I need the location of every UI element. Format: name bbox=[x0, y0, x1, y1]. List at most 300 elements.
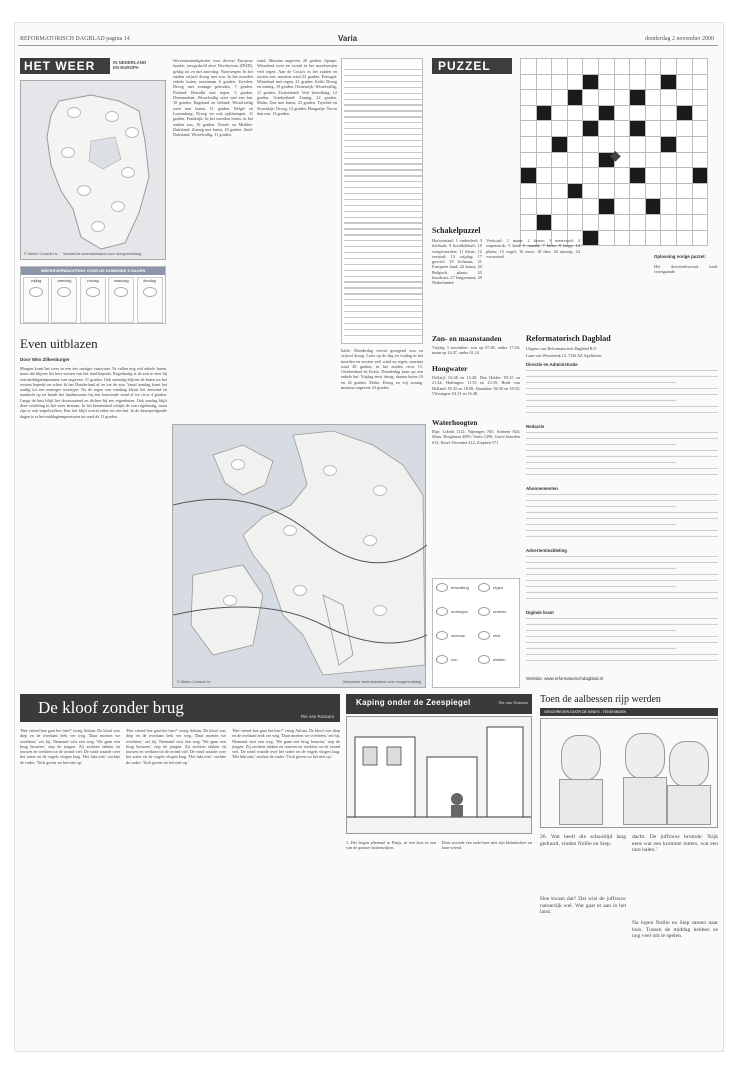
crossword-row bbox=[521, 199, 708, 215]
zon-icon bbox=[436, 655, 448, 664]
temperature-table-row bbox=[344, 311, 422, 312]
crossword-cell[interactable] bbox=[630, 59, 646, 75]
forecast-day-label: vrijdag bbox=[30, 279, 42, 283]
crossword-cell[interactable] bbox=[645, 168, 661, 184]
cloud-icon bbox=[231, 459, 245, 470]
crossword-cell[interactable] bbox=[521, 59, 537, 75]
crossword-cell[interactable] bbox=[583, 152, 599, 168]
legend-label: zon bbox=[451, 657, 458, 662]
comic-dress bbox=[667, 785, 711, 825]
crossword-cell[interactable] bbox=[676, 199, 692, 215]
crossword-cell[interactable] bbox=[661, 121, 677, 137]
crossword-cell[interactable] bbox=[536, 136, 552, 152]
puzzle-solution-note: Het doorsteekwoord luidt: voortgaande bbox=[654, 264, 718, 275]
rain-cloud-icon bbox=[373, 485, 387, 496]
comic-left-col1: 'Hee vriend hoe gaat het hier?' vroeg Adrian. De kloof was diep en de overkant leek ver weg. 'Daar moeten we overheen,' zei hij. Niemand wist een weg. 'We gaan een brug bouwen,' riep de jongen. Zij zochten takken en touwen en werkten tot de avond viel. De wind waaide over het water en de vogels vlogen laag. 'Het lukt niet,' zuchtte de vader. 'Toch geven we het niet op.' bbox=[20, 728, 120, 765]
cloud-sun-icon bbox=[29, 287, 43, 297]
crossword-cell[interactable] bbox=[630, 74, 646, 90]
temperature-table-row bbox=[344, 222, 422, 223]
crossword-cell[interactable] bbox=[536, 90, 552, 106]
temperature-table-row bbox=[344, 299, 422, 300]
crossword-cell[interactable] bbox=[676, 152, 692, 168]
diamond-icon: ◆ bbox=[610, 147, 621, 163]
paper-info-line bbox=[526, 412, 718, 413]
crossword-cell[interactable] bbox=[583, 199, 599, 215]
crossword-cell[interactable] bbox=[630, 136, 646, 152]
paper-info-line bbox=[526, 518, 718, 519]
paper-info-section-title: Directie en Administratie bbox=[526, 362, 578, 367]
crossword-cell[interactable] bbox=[630, 214, 646, 230]
crossword-cell[interactable] bbox=[614, 199, 630, 215]
crossword-cell[interactable] bbox=[692, 199, 708, 215]
crossword-cell[interactable] bbox=[552, 121, 568, 137]
paper-info-line bbox=[526, 624, 718, 625]
crossword-black-cell bbox=[567, 90, 583, 106]
crossword-cell[interactable] bbox=[645, 90, 661, 106]
crossword-black-cell bbox=[583, 121, 599, 137]
crossword-cell[interactable] bbox=[536, 152, 552, 168]
paper-info-line bbox=[526, 598, 718, 599]
paper-info-section-title: Redactie bbox=[526, 424, 545, 429]
forecast-day-label: maandag bbox=[113, 279, 129, 283]
crossword-cell[interactable] bbox=[676, 59, 692, 75]
crossword-cell[interactable] bbox=[521, 214, 537, 230]
crossword-cell[interactable] bbox=[598, 90, 614, 106]
crossword-cell[interactable] bbox=[676, 90, 692, 106]
temperature-table-row bbox=[344, 134, 422, 135]
crossword-cell[interactable] bbox=[692, 59, 708, 75]
temperature-table-row bbox=[344, 193, 422, 194]
temperature-table-row bbox=[344, 146, 422, 147]
crossword-cell[interactable] bbox=[676, 136, 692, 152]
crossword-cell[interactable] bbox=[598, 74, 614, 90]
crossword-row bbox=[521, 183, 708, 199]
crossword-row bbox=[521, 105, 708, 121]
crossword-cell[interactable] bbox=[567, 136, 583, 152]
crossword-row bbox=[521, 121, 708, 137]
cloud-icon bbox=[111, 201, 125, 212]
comic-mid-banner bbox=[346, 694, 532, 714]
crossword-cell[interactable] bbox=[661, 59, 677, 75]
crossword-black-cell bbox=[583, 230, 599, 246]
forecast-day bbox=[137, 277, 163, 323]
forecast-day bbox=[108, 277, 134, 323]
crossword-black-cell bbox=[630, 121, 646, 137]
temperature-table-row bbox=[344, 175, 422, 176]
forecast-day bbox=[23, 277, 49, 323]
crossword-cell[interactable] bbox=[676, 121, 692, 137]
crossword-cell[interactable] bbox=[521, 74, 537, 90]
weather-brand bbox=[20, 58, 110, 74]
puzzle-brand-title: PUZZEL bbox=[438, 59, 491, 73]
paper-info-line bbox=[526, 444, 676, 445]
temperature-table-row bbox=[344, 211, 422, 212]
cloud-sun-icon bbox=[105, 111, 119, 122]
crossword-cell[interactable] bbox=[552, 214, 568, 230]
crossword-cell[interactable] bbox=[567, 199, 583, 215]
crossword-cell[interactable] bbox=[676, 230, 692, 246]
crossword-cell[interactable] bbox=[614, 214, 630, 230]
map-caption: Verwachte weerstoestand voor morgenmiddag bbox=[63, 252, 142, 256]
crossword-black-cell bbox=[661, 136, 677, 152]
crossword-cell[interactable] bbox=[552, 183, 568, 199]
crossword-cell[interactable] bbox=[567, 168, 583, 184]
crossword-cell[interactable] bbox=[583, 183, 599, 199]
crossword-cell[interactable] bbox=[583, 90, 599, 106]
crossword-cell[interactable] bbox=[552, 152, 568, 168]
crossword-black-cell bbox=[552, 136, 568, 152]
onweer-icon bbox=[478, 607, 490, 616]
paper-info-line bbox=[526, 456, 718, 457]
crossword-cell[interactable] bbox=[567, 74, 583, 90]
comic-right-caption3: dacht. De juffrouw bromde: 'Kijk eens wat een kromme lotters, wat een rare halen.' bbox=[632, 834, 718, 854]
crossword-black-cell bbox=[630, 90, 646, 106]
crossword-cell[interactable] bbox=[598, 168, 614, 184]
paper-info-line bbox=[526, 580, 718, 581]
paper-info-line bbox=[526, 506, 676, 507]
crossword-cell[interactable] bbox=[676, 168, 692, 184]
crossword-cell[interactable] bbox=[645, 183, 661, 199]
paper-info-line bbox=[526, 642, 718, 643]
crossword-cell[interactable] bbox=[598, 230, 614, 246]
crossword-black-cell bbox=[676, 105, 692, 121]
sneeuw-icon bbox=[436, 631, 448, 640]
temperature-table-row bbox=[344, 281, 422, 282]
crossword-black-cell bbox=[583, 74, 599, 90]
puzzle-brand bbox=[432, 58, 512, 74]
crossword-cell[interactable] bbox=[552, 199, 568, 215]
crossword-cell[interactable] bbox=[552, 90, 568, 106]
forecast-day bbox=[51, 277, 77, 323]
temperature-table-row bbox=[344, 240, 422, 241]
crossword-cell[interactable] bbox=[645, 105, 661, 121]
europe-weather-map bbox=[172, 424, 426, 688]
paper-info-line bbox=[526, 438, 718, 439]
crossword-cell[interactable] bbox=[661, 90, 677, 106]
paper-info-line bbox=[526, 574, 718, 575]
crossword-cell[interactable] bbox=[661, 152, 677, 168]
cloud-sun-icon bbox=[114, 287, 128, 297]
crossword-cell[interactable] bbox=[614, 59, 630, 75]
temperature-table-row bbox=[344, 252, 422, 253]
crossword-cell[interactable] bbox=[692, 183, 708, 199]
temperature-table-row bbox=[344, 75, 422, 76]
paper-info-line bbox=[526, 556, 718, 557]
paper-info-line bbox=[526, 530, 718, 531]
temperature-table-row bbox=[344, 323, 422, 324]
temperature-table-row bbox=[344, 276, 422, 277]
paper-info-line bbox=[526, 654, 718, 655]
crossword-cell[interactable] bbox=[567, 152, 583, 168]
crossword-cell[interactable] bbox=[521, 90, 537, 106]
paper-info-line bbox=[526, 648, 676, 649]
crossword-cell[interactable] bbox=[645, 152, 661, 168]
crossword-cell[interactable] bbox=[645, 136, 661, 152]
weather-brand-sub: IN NEDERLAND EN EUROPA bbox=[113, 60, 147, 70]
comic-right-title: Toen de aalbessen rijp werden bbox=[540, 694, 661, 705]
cloud-sun-icon bbox=[323, 465, 337, 476]
paper-name: REFORMATORISCH DAGBLAD pagina 14 bbox=[20, 36, 130, 42]
crossword-cell[interactable] bbox=[521, 199, 537, 215]
cloud-sun-icon bbox=[57, 287, 71, 297]
crossword-cell[interactable] bbox=[598, 214, 614, 230]
europe-intro: Weersomstandigheden voor diverse Europese landen, meegedeeld door Weerbureau (DWD), geldig tot en met zaterdag: bbox=[173, 58, 253, 74]
crossword-black-cell bbox=[536, 214, 552, 230]
cloud-sun-icon bbox=[143, 287, 157, 297]
paper-info-line bbox=[526, 536, 718, 537]
crossword-cell[interactable] bbox=[630, 183, 646, 199]
crossword-cell[interactable] bbox=[614, 121, 630, 137]
legend-label: mist bbox=[493, 633, 501, 638]
cloud-sun-icon bbox=[86, 287, 100, 297]
paper-info-line bbox=[526, 630, 676, 631]
paper-info-address: Laan van Westenenk 12, 7336 AZ Apeldoorn bbox=[526, 353, 602, 358]
crossword-cell[interactable] bbox=[661, 105, 677, 121]
forecast-day-label: zaterdag bbox=[57, 279, 72, 283]
comic-mid-author: Rie van Rossum bbox=[498, 700, 528, 705]
sun-icon bbox=[223, 595, 237, 606]
crossword-cell[interactable] bbox=[661, 183, 677, 199]
paper-info-line bbox=[526, 468, 718, 469]
crossword-cell[interactable] bbox=[645, 59, 661, 75]
crossword-cell[interactable] bbox=[536, 183, 552, 199]
paper-info-line bbox=[526, 450, 718, 451]
paper-info-line bbox=[526, 524, 676, 525]
crossword-cell[interactable] bbox=[614, 183, 630, 199]
paper-info-section-title: Digitale krant bbox=[526, 610, 554, 615]
crossword-cell[interactable] bbox=[614, 168, 630, 184]
crossword-cell[interactable] bbox=[521, 136, 537, 152]
crossword-cell[interactable] bbox=[536, 74, 552, 90]
temperature-table-row bbox=[344, 152, 422, 153]
crossword-cell[interactable] bbox=[645, 121, 661, 137]
legend-label: regen bbox=[493, 585, 504, 590]
tide-title: Hoogwater bbox=[432, 364, 468, 373]
crossword-cell[interactable] bbox=[567, 214, 583, 230]
crossword-cell[interactable] bbox=[661, 168, 677, 184]
paper-info-section-title: Abonnementen bbox=[526, 486, 558, 491]
europe-map-caption: Verwachte weerstoestand voor morgenmiddag bbox=[342, 680, 421, 684]
crossword-black-cell bbox=[536, 105, 552, 121]
comic-right-sub: GESCHREVEN DOOR DE KIND'S - TEKENINGEN bbox=[540, 708, 718, 716]
paper-info-line bbox=[526, 512, 718, 513]
comic-right-caption2: Hoe kwam dat? Dat wist de juffrouw natuurlijk wel. Wat gaat er aan in het land. bbox=[540, 896, 626, 916]
crossword-cell[interactable] bbox=[676, 214, 692, 230]
motregen-icon bbox=[436, 607, 448, 616]
legend-label: sneeuw bbox=[451, 633, 465, 638]
crossword-cell[interactable] bbox=[521, 183, 537, 199]
crossword-cell[interactable] bbox=[521, 105, 537, 121]
crossword-cell[interactable] bbox=[630, 105, 646, 121]
crossword-row bbox=[521, 90, 708, 106]
comic-left-banner bbox=[20, 694, 340, 722]
crossword-cell[interactable] bbox=[583, 59, 599, 75]
temperature-table-row bbox=[344, 181, 422, 182]
crossword-cell[interactable] bbox=[552, 168, 568, 184]
comic-left-author: Rie van Rossum bbox=[300, 714, 334, 719]
crossword-black-cell bbox=[598, 199, 614, 215]
map-credit: © Meteo Consult bv bbox=[24, 252, 58, 256]
article-headline: Even uitblazen bbox=[20, 336, 98, 351]
cloud-sun-icon bbox=[121, 167, 135, 178]
crossword-cell[interactable] bbox=[692, 230, 708, 246]
crossword-cell[interactable] bbox=[692, 121, 708, 137]
comic-left-title: De kloof zonder brug bbox=[38, 698, 184, 717]
crossword-cell[interactable] bbox=[614, 230, 630, 246]
temperature-table-row bbox=[344, 217, 422, 218]
comic-right-panel bbox=[540, 718, 718, 828]
crossword-cell[interactable] bbox=[552, 59, 568, 75]
comic-left-col3: 'Hee vriend hoe gaat het hier?' vroeg Adrian. De kloof was diep en de overkant leek ver weg. 'Daar moeten we overheen,' zei hij. Niemand wist een weg. 'We gaan een brug bouwen,' riep de jongen. Zij zochten takken en touwen en werkten tot de avond viel. De wind waaide over het water en de vogels vlogen laag. 'Het lukt niet,' zuchtte de vader. 'Toch geven we het niet op.' bbox=[232, 728, 340, 760]
temperature-table-row bbox=[344, 81, 422, 82]
crossword-cell[interactable] bbox=[536, 199, 552, 215]
crossword-cell[interactable] bbox=[614, 90, 630, 106]
comic-mid-caption2: Daar woonde een oude heer met zijn kleindochter en haar vriend. bbox=[442, 840, 532, 851]
crossword-cell[interactable] bbox=[614, 74, 630, 90]
article-body: Morgen komt het weer in een iets rustiger vaarwater. Er vallen nog wel enkele buien, maar die blijven het best westen van het land beperkt. Regelmatig is de zon te zien bij een middagtemperatuur van ongeveer 11 graden. Ook zaterdag blijven de buien tot het westen beperkt en schiet ik het Donderland af en toe de zon. Vanaf zondag komt het aardig tot een zonniger weertype. Na de regen van vandaag kleurt het zeewind en aandacht op en houdt het landinwaarts bij een koersende wind af tot circa 4 graden. Langs de kust blijft het doorwaaiend en dichter bij zee regenbuien. Ook zondag blijft deze verdeling in het weer bestaan. In het binnenland schijnt de zon regelmatig, maar zijn er ook stapelwolken. Een fort blijft overal zeker tot een bui. In de daaropvolgende dagen is er het middagtemperaturen tot rond de 11 graden. bbox=[20, 366, 167, 419]
crossword-cell[interactable] bbox=[598, 59, 614, 75]
crossword-cell[interactable] bbox=[630, 152, 646, 168]
crossword-cell[interactable] bbox=[692, 105, 708, 121]
sun-moon-title: Zon- en maanstanden bbox=[432, 334, 502, 343]
crossword-cell[interactable] bbox=[598, 183, 614, 199]
puzzle-title: Schakelpuzzel bbox=[432, 226, 481, 235]
paper-info-line bbox=[526, 370, 718, 371]
crossword-row bbox=[521, 59, 708, 75]
paper-info-line bbox=[526, 406, 718, 407]
temperature-table-row bbox=[344, 205, 422, 206]
rain-cloud-icon bbox=[61, 147, 75, 158]
temperature-table-row bbox=[344, 110, 422, 111]
crossword-cell[interactable] bbox=[692, 136, 708, 152]
europe-col1-text: Noorwegen: In het zuiden vrijwel droog met zon. In het noorden enkele buien, maximum 6 graden. Zweden: Droog met zonnige perioden, 7 graden. Finland: Bewolkt met regen, 5 graden. Denemarken: Wisselvallig weer met een bui, 10 graden. Engeland en Ierland: Wisselvallig weer met buien, 11 graden. België en Luxemburg: Droog en ook opklaringen, 11 graden. Frankrijk: In het noorden buien, in het zuiden zon, 16 graden. Noord- en Midden-Duitsland: Zonnig met buien, 10 graden. Zuid-Duitsland: Wisselvallig, 11 graden. bbox=[173, 68, 253, 138]
crossword-cell[interactable] bbox=[676, 74, 692, 90]
crossword-cell[interactable] bbox=[630, 199, 646, 215]
crossword-cell[interactable] bbox=[521, 152, 537, 168]
crossword-row bbox=[521, 74, 708, 90]
paper-info-line bbox=[526, 586, 676, 587]
puzzle-solution-label: Oplossing vorige puzzel: bbox=[654, 254, 706, 259]
crossword-cell[interactable] bbox=[536, 168, 552, 184]
paper-info-line bbox=[526, 500, 718, 501]
crossword-row bbox=[521, 214, 708, 230]
crossword-cell[interactable] bbox=[692, 152, 708, 168]
crossword-cell[interactable] bbox=[692, 90, 708, 106]
europe-weather-col1 bbox=[173, 58, 253, 416]
crossword-black-cell bbox=[567, 183, 583, 199]
legend-label: motregen bbox=[451, 609, 468, 614]
comic-mid-panel bbox=[346, 716, 532, 834]
paper-info-line bbox=[526, 474, 718, 475]
mist-icon bbox=[478, 631, 490, 640]
puzzle-horizontal: Horizontaal: 1 onderdeel; 3 titelstuk; 9 hoofddeksel; 10 voegwoorden; 11 kleur; 12 zeestad; 13 vrijdag; 17 gevoel; 19 lichaam; 21 Europees land; 22 kuust; 23 Belgisch plaats; 25 houdvast; 27 lengtemaat; 29 Nederlandse bbox=[432, 238, 482, 286]
wolken-icon bbox=[478, 655, 490, 664]
crossword-cell[interactable] bbox=[614, 105, 630, 121]
temperature-table-row bbox=[344, 246, 422, 247]
crossword-cell[interactable] bbox=[661, 199, 677, 215]
crossword-black-cell bbox=[692, 168, 708, 184]
crossword-cell[interactable] bbox=[536, 59, 552, 75]
crossword-cell[interactable] bbox=[567, 105, 583, 121]
paper-info-line bbox=[526, 660, 718, 661]
temperature-table-row bbox=[344, 104, 422, 105]
crossword-cell[interactable] bbox=[567, 59, 583, 75]
temperature-table-row bbox=[344, 264, 422, 265]
cloud-icon bbox=[363, 535, 377, 546]
crossword-cell[interactable] bbox=[645, 214, 661, 230]
crossword-cell[interactable] bbox=[567, 121, 583, 137]
temperature-table-row bbox=[344, 128, 422, 129]
forecast-day bbox=[80, 277, 106, 323]
section-title: Varia bbox=[338, 34, 358, 43]
crossword-cell[interactable] bbox=[661, 230, 677, 246]
temperature-table-row bbox=[344, 258, 422, 259]
temperature-table-row bbox=[344, 335, 422, 336]
water-title: Waterhoogten bbox=[432, 418, 478, 427]
crossword-cell[interactable] bbox=[583, 136, 599, 152]
date: donderdag 2 november 2000 bbox=[645, 36, 714, 42]
comic-dress bbox=[559, 779, 603, 825]
paper-info-line bbox=[526, 388, 718, 389]
crossword-cell[interactable] bbox=[552, 74, 568, 90]
temperature-table-row bbox=[344, 187, 422, 188]
crossword-cell[interactable] bbox=[583, 168, 599, 184]
paper-info-line bbox=[526, 376, 718, 377]
crossword-cell[interactable] bbox=[583, 214, 599, 230]
paper-info-line bbox=[526, 562, 718, 563]
girl-figure bbox=[669, 741, 709, 787]
bewolking-icon bbox=[436, 583, 448, 592]
crossword-black-cell bbox=[521, 168, 537, 184]
crossword-cell[interactable] bbox=[552, 105, 568, 121]
paper-info-line bbox=[526, 382, 676, 383]
article-byline: Door Wim Zilkenburger bbox=[20, 357, 70, 362]
paper-info-line bbox=[526, 432, 718, 433]
crossword-cell[interactable] bbox=[598, 121, 614, 137]
crossword-cell[interactable] bbox=[692, 214, 708, 230]
puzzle-vertical: Verticaal: 1 naam; 2 keuze; 3 meervoud; 4 wapenstok; 5 land; 6 maand; 7 klein; 8 langs; 14 plaats; 15 vogel; 16 mest; 18 dier; 20 uitroep; 24 voorzetsel bbox=[486, 238, 580, 259]
crossword-cell[interactable] bbox=[645, 74, 661, 90]
crossword-cell[interactable] bbox=[521, 121, 537, 137]
temperature-notes: Italië: Donderdag overal gezegend zon en vrijwel droog. Later op de dag en vrijdag in het noorden en westen veel wind en regen, maxima rond 20 graden, in het zuiden circa 15. Griekenland en Kreta: Donderdag kans op een enkele bui. Vrijdag eerst droog, daarna buien 19 en 24 graden. Malta: Droog en vrij zonnig, maxima ongeveer 23 graden. bbox=[341, 348, 423, 391]
crossword-cell[interactable] bbox=[676, 183, 692, 199]
paper-info-line bbox=[526, 394, 718, 395]
temperature-table-row bbox=[344, 329, 422, 330]
five-day-forecast bbox=[20, 266, 166, 324]
comic-mid-caption1: 1. Het begon allemaal in Parijs, in een huis in een van de grauwe buitenwijken. bbox=[346, 840, 436, 851]
tide-text: Delfzijl: 02.28 en 15.40; Den Helder: 09.25 en 21.44; Harlingen: 11.55 en 23.59; Hoek van Holland: 05.45 en 18.08; IJmuiden: 06.30 en 18.55; Vlissingen: 04.31 en 16.48 bbox=[432, 375, 520, 396]
paper-info-title: Reformatorisch Dagblad bbox=[526, 334, 611, 343]
comic-dress bbox=[623, 777, 667, 825]
paper-info-web[interactable]: Website: www.reformatorischdagblad.nl bbox=[526, 676, 604, 681]
crossword-cell[interactable] bbox=[661, 214, 677, 230]
cloud-sun-icon bbox=[293, 585, 307, 596]
crossword-cell[interactable] bbox=[536, 121, 552, 137]
comic-mid-title: Kaping onder de Zeespiegel bbox=[356, 698, 471, 707]
crossword-cell[interactable] bbox=[583, 105, 599, 121]
sun-icon bbox=[373, 605, 387, 616]
girl-figure bbox=[625, 733, 665, 779]
europe-weather-col2: wind. Maxima ongeveer 20 graden. Spanje: Wisselend weer en vooral in het noordwesten veel regen. Aan de Costa's in het zuiden en oosten zon, maxima rond 23 graden. Portugal: Wisselend met regen, 21 graden. Italië: Droog en zonnig, 19 graden. Oostenrijk: Wisselvallig, 11 graden. Zwitserland: Veel bewolking, 12 graden. Griekenland: Zonnig, 22 graden. Malta: Zon met buien, 23 graden. Tsjechië en Slowakije: Droog, 12 graden. Hongarije: Nu en dan zon, 13 graden. bbox=[257, 58, 337, 116]
temperature-table-row bbox=[344, 317, 422, 318]
weather-legend bbox=[432, 578, 520, 688]
legend-label: onweer bbox=[493, 609, 507, 614]
paper-info-subtitle: Uitgave van Reformatorisch Dagblad B.V. bbox=[526, 346, 598, 351]
crossword-cell[interactable] bbox=[630, 230, 646, 246]
crossword-cell[interactable] bbox=[692, 74, 708, 90]
crossword-cell[interactable] bbox=[645, 230, 661, 246]
temperature-table bbox=[341, 58, 423, 344]
